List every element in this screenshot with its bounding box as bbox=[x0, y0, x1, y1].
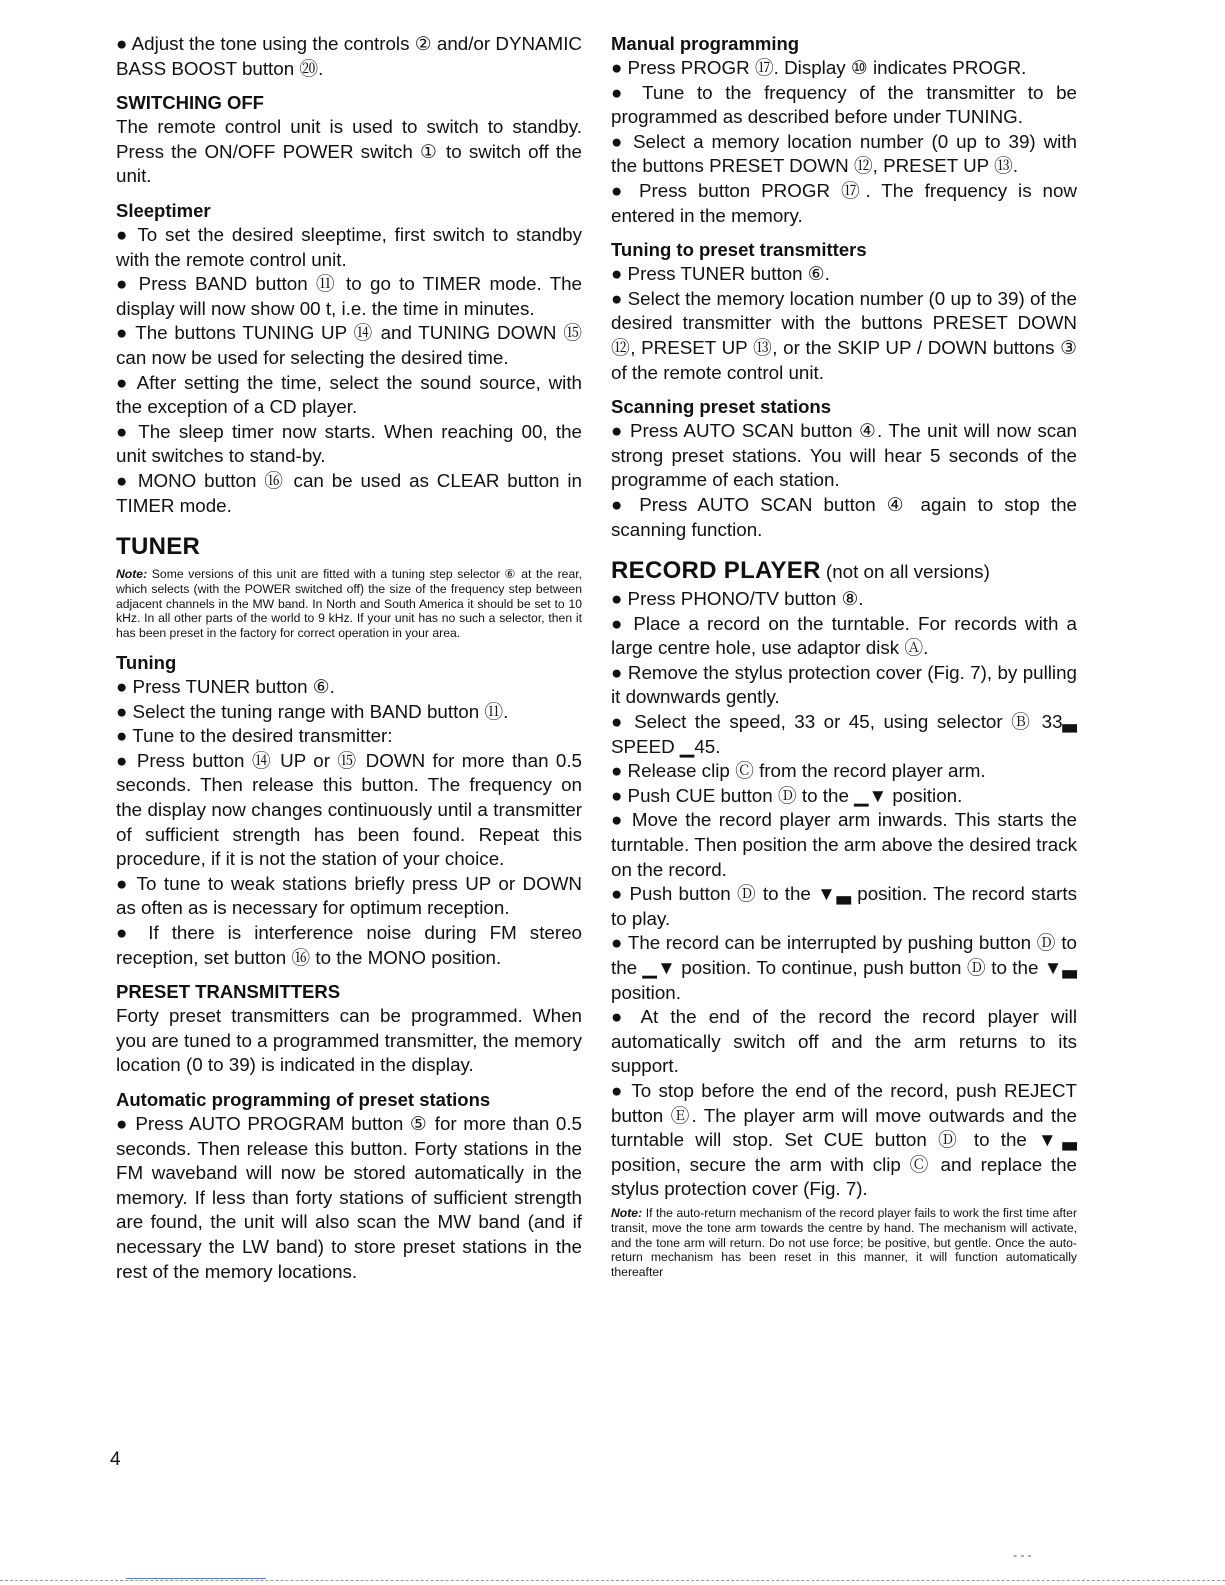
note-paragraph bbox=[116, 567, 582, 641]
body-paragraph: ● MONO button ⑯ can be used as CLEAR button in TIMER mode. bbox=[116, 469, 582, 516]
section-heading: Sleeptimer bbox=[116, 199, 211, 221]
section-heading: Tuning to preset transmitters bbox=[611, 239, 867, 261]
body-paragraph: ● Remove the stylus protection cover (Fig. 7), by pulling it downwards gently. bbox=[611, 661, 1077, 708]
body-paragraph: ● To stop before the end of the record, push REJECT button Ⓔ. The player arm will move outwards and the turntable will stop. Set CUE button Ⓓ to the ▼▃ position, secure the arm with clip Ⓒ and replace the stylus protection cover (Fig. 7). bbox=[611, 1079, 1077, 1200]
section-heading: SWITCHING OFF bbox=[116, 92, 264, 114]
chapter-heading bbox=[116, 532, 582, 563]
body-paragraph: ● Press button ⑭ UP or ⑮ DOWN for more than 0.5 seconds. Then release this button. The frequency on the display now changes continuously until a transmitter of sufficient strength has been found. Repeat this procedure, if it is not the station of your choice. bbox=[116, 749, 582, 870]
body-paragraph: ● Push button Ⓓ to the ▼▃ position. The record starts to play. bbox=[611, 883, 1077, 929]
chapter-heading-subtitle: (not on all versions) bbox=[820, 561, 990, 583]
body-paragraph: ● The buttons TUNING UP ⑭ and TUNING DOWN ⑮ can now be used for selecting the desired time. bbox=[116, 322, 582, 368]
body-paragraph: ● Select a memory location number (0 up to 39) with the buttons PRESET DOWN ⑫, PRESET UP ⑬. bbox=[611, 130, 1077, 177]
note-text: If the auto-return mechanism of the record player fails to work the first time after transit, move the tone arm towards the centre by hand. The mechanism will activate, and the tone arm will return. Do not use force; be positive, but gentle. Once the auto-return mechanism has been reset in this manner, it will function automatically thereafter bbox=[611, 1205, 1078, 1280]
chapter-heading bbox=[611, 556, 1077, 587]
body-paragraph: ● Select the memory location number (0 up to 39) of the desired transmitter with the buttons PRESET DOWN ⑫, PRESET UP ⑬, or the SKIP UP / DOWN buttons ③ of the remote control unit. bbox=[611, 287, 1077, 383]
body-paragraph: ● Press button PROGR ⑰. The frequency is now entered in the memory. bbox=[611, 179, 1077, 226]
body-paragraph: ● Press TUNER button ⑥. bbox=[116, 676, 335, 698]
body-paragraph: Forty preset transmitters can be programmed. When you are tuned to a programmed transmitter, the memory location (0 to 39) is indicated in the display. bbox=[116, 1005, 582, 1076]
body-paragraph: ● At the end of the record the record player will automatically switch off and the arm returns to its support. bbox=[611, 1006, 1077, 1077]
body-paragraph: ● Place a record on the turntable. For records with a large centre hole, use adaptor disk Ⓐ. bbox=[611, 612, 1077, 659]
section-heading: Tuning bbox=[116, 652, 177, 674]
body-paragraph: ● Select the speed, 33 or 45, using selector Ⓑ 33▃ SPEED ▁45. bbox=[611, 711, 1077, 757]
body-paragraph: ● To set the desired sleeptime, first switch to standby with the remote control unit. bbox=[116, 223, 582, 270]
section-heading: Automatic programming of preset stations bbox=[116, 1088, 491, 1110]
body-paragraph: ● Press AUTO PROGRAM button ⑤ for more than 0.5 seconds. Then release this button. Forty stations in the FM waveband will now be stored automatically in the memory. If less than forty stations of sufficient strength are found, the unit will also scan the MW band (and if necessary the LW band) to store preset stations in the rest of the memory locations. bbox=[116, 1112, 582, 1282]
page-number: 4 bbox=[110, 1449, 121, 1470]
body-paragraph: ● Release clip Ⓒ from the record player arm. bbox=[611, 760, 986, 782]
body-paragraph: ● After setting the time, select the sound source, with the exception of a CD player. bbox=[116, 371, 582, 418]
section-heading: Scanning preset stations bbox=[611, 396, 831, 418]
note-label: Note: bbox=[116, 567, 148, 582]
body-paragraph: ● Press AUTO SCAN button ④ again to stop the scanning function. bbox=[611, 493, 1077, 540]
body-paragraph: ● Move the record player arm inwards. This starts the turntable. Then position the arm above the desired track on the record. bbox=[611, 809, 1077, 880]
chapter-heading-title: TUNER bbox=[116, 533, 201, 561]
body-paragraph: ● Adjust the tone using the controls ② and/or DYNAMIC BASS BOOST button ⑳. bbox=[116, 33, 582, 79]
note-label: Note: bbox=[611, 1205, 643, 1220]
scan-divider-accent bbox=[126, 1578, 266, 1579]
body-paragraph: ● Tune to the frequency of the transmitter to be programmed as described before under TUNING. bbox=[611, 81, 1077, 128]
scan-divider bbox=[0, 1580, 1225, 1581]
body-paragraph: ● Press AUTO SCAN button ④. The unit will now scan strong preset stations. You will hear 5 seconds of the programme of each station. bbox=[611, 420, 1077, 491]
right-column bbox=[611, 32, 1077, 1286]
body-paragraph: ● Tune to the desired transmitter: bbox=[116, 725, 393, 747]
body-paragraph: ● Select the tuning range with BAND button ⑪. bbox=[116, 700, 509, 722]
note-paragraph bbox=[611, 1206, 1077, 1280]
left-column bbox=[116, 32, 582, 1284]
chapter-heading-title: RECORD PLAYER bbox=[611, 557, 821, 585]
section-heading: PRESET TRANSMITTERS bbox=[116, 981, 341, 1003]
note-text: Some versions of this unit are fitted with a tuning step selector ⑥ at the rear, which selects (with the POWER switched off) the size of the frequency step between adjacent channels in the MW band. In North and South America it should be set to 10 kHz. In all other parts of the world to 9 kHz. If your unit has no such a selector, then it has been preset in the factory for correct operation in your area. bbox=[116, 567, 582, 641]
body-paragraph: ● The sleep timer now starts. When reaching 00, the unit switches to stand-by. bbox=[116, 420, 582, 467]
body-paragraph: ● To tune to weak stations briefly press UP or DOWN as often as is necessary for optimum reception. bbox=[116, 872, 582, 919]
corner-mark: - - - bbox=[1013, 1548, 1032, 1562]
body-paragraph: The remote control unit is used to switch to standby. Press the ON/OFF POWER switch ① to switch off the unit. bbox=[116, 116, 582, 187]
body-paragraph: ● Press TUNER button ⑥. bbox=[611, 263, 830, 285]
body-paragraph: ● If there is interference noise during FM stereo reception, set button ⑯ to the MONO position. bbox=[116, 922, 582, 968]
body-paragraph: ● The record can be interrupted by pushing button Ⓓ to the ▁▼ position. To continue, push button Ⓓ to the ▼▃ position. bbox=[611, 932, 1077, 1003]
body-paragraph: ● Press PROGR ⑰. Display ⑩ indicates PROGR. bbox=[611, 57, 1027, 78]
body-paragraph: ● Press BAND button ⑪ to go to TIMER mode. The display will now show 00 t, i.e. the time in minutes. bbox=[116, 273, 582, 319]
body-paragraph: ● Push CUE button Ⓓ to the ▁▼ position. bbox=[611, 784, 963, 806]
body-paragraph: ● Press PHONO/TV button ⑧. bbox=[611, 588, 864, 610]
section-heading: Manual programming bbox=[611, 33, 800, 54]
